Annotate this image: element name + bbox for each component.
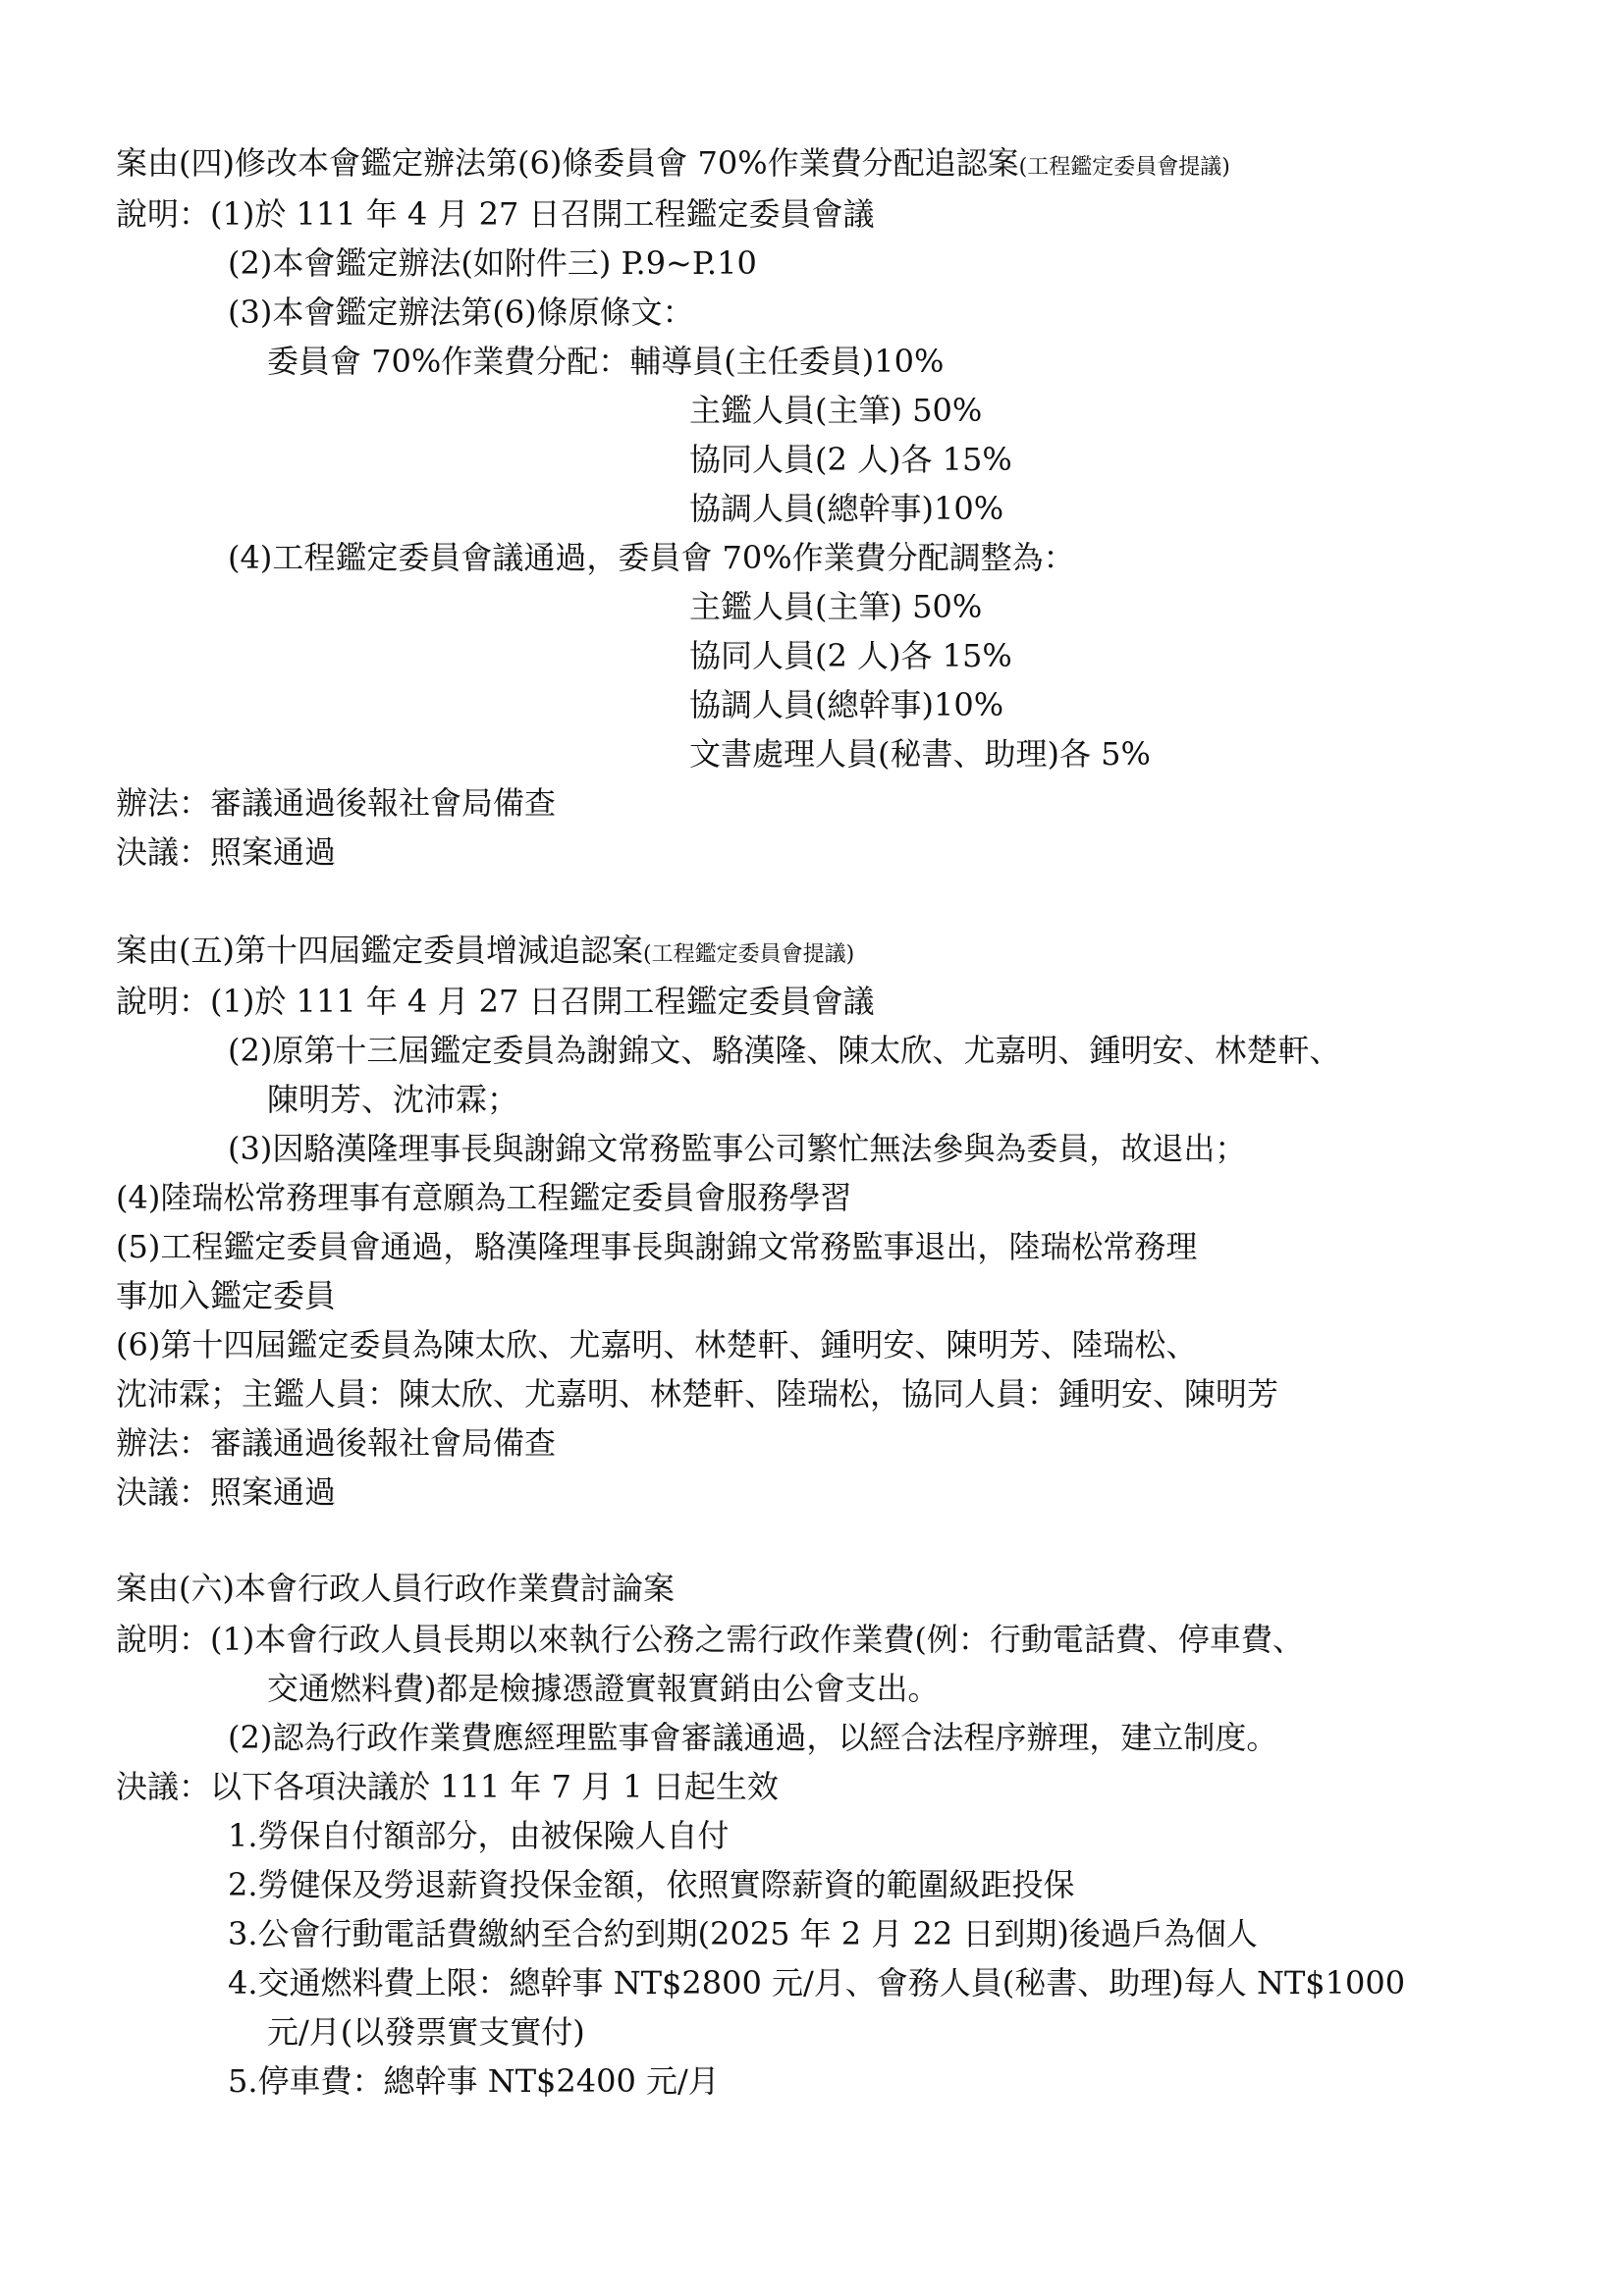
case5-line-8: (6)第十四屆鑑定委員為陳太欣、尤嘉明、林楚軒、鍾明安、陳明芳、陸瑞松、 xyxy=(116,1326,1198,1363)
case4-method: 辦法：審議通過後報社會局備查 xyxy=(116,784,557,822)
case6-item-1: 1.勞保自付額部分，由被保險人自付 xyxy=(228,1817,730,1854)
case5-line-6: (5)工程鑑定委員會通過，駱漢隆理事長與謝錦文常務監事退出，陸瑞松常務理 xyxy=(116,1228,1198,1265)
case5-line-7: 事加入鑑定委員 xyxy=(116,1277,337,1314)
case4-line-2: (2)本會鑑定辦法(如附件三) P.9~P.10 xyxy=(228,244,757,282)
case4-line-8: (4)工程鑑定委員會議通過，委員會 70%作業費分配調整為： xyxy=(228,539,1075,576)
case4-line-6: 協同人員(2 人)各 15% xyxy=(689,441,1012,478)
case6-item-4-cont: 元/月(以發票實支實付) xyxy=(267,2013,585,2051)
case6-title: 案由(六)本會行政人員行政作業費討論案 xyxy=(116,1570,675,1607)
case6-item-4: 4.交通燃料費上限：總幹事 NT$2800 元/月、會務人員(秘書、助理)每人 NT$1000 xyxy=(228,1964,1406,2002)
case4-resolution: 決議：照案通過 xyxy=(116,833,337,871)
case5-method: 辦法：審議通過後報社會局備查 xyxy=(116,1424,557,1462)
case5-proposer: (工程鑑定委員會提議) xyxy=(642,942,855,967)
case5-line-5: (4)陸瑞松常務理事有意願為工程鑑定委員會服務學習 xyxy=(116,1179,852,1216)
case4-line-11: 協調人員(總幹事)10% xyxy=(689,686,1004,723)
case5-line-1: 說明：(1)於 111 年 4 月 27 日召開工程鑑定委員會議 xyxy=(116,983,875,1020)
case6-line-1: 說明：(1)本會行政人員長期以來執行公務之需行政作業費(例：行動電話費、停車費、 xyxy=(116,1621,1304,1658)
case4-line-10: 協同人員(2 人)各 15% xyxy=(689,637,1012,674)
case4-title-line xyxy=(116,143,1230,187)
case6-line-2: 交通燃料費)都是檢據憑證實報實銷由公會支出。 xyxy=(267,1670,940,1707)
case4-proposer: (工程鑑定委員會提議) xyxy=(1018,155,1230,180)
case5-title: 案由(五)第十四屆鑑定委員增減追認案 xyxy=(116,932,643,969)
case5-line-9: 沈沛霖；主鑑人員：陳太欣、尤嘉明、林楚軒、陸瑞松，協同人員：鍾明安、陳明芳 xyxy=(116,1375,1279,1413)
case6-item-5: 5.停車費：總幹事 NT$2400 元/月 xyxy=(228,2062,720,2100)
case5-line-3: 陳明芳、沈沛霖； xyxy=(267,1081,519,1118)
case5-resolution: 決議：照案通過 xyxy=(116,1473,337,1511)
case4-line-7: 協調人員(總幹事)10% xyxy=(689,490,1004,527)
case4-line-4: 委員會 70%作業費分配：輔導員(主任委員)10% xyxy=(267,343,945,380)
case6-line-3: (2)認為行政作業費應經理監事會審議通過，以經合法程序辦理，建立制度。 xyxy=(228,1719,1278,1756)
case5-line-4: (3)因駱漢隆理事長與謝錦文常務監事公司繁忙無法參與為委員，故退出； xyxy=(228,1130,1247,1167)
case4-title: 案由(四)修改本會鑑定辦法第(6)條委員會 70%作業費分配追認案 xyxy=(116,144,1019,182)
case4-line-1: 說明：(1)於 111 年 4 月 27 日召開工程鑑定委員會議 xyxy=(116,195,875,233)
case5-title-line xyxy=(116,931,854,975)
case4-line-5: 主鑑人員(主筆) 50% xyxy=(689,392,983,429)
case6-resolution: 決議：以下各項決議於 111 年 7 月 1 日起生效 xyxy=(116,1768,779,1805)
case4-line-12: 文書處理人員(秘書、助理)各 5% xyxy=(689,735,1151,773)
case6-item-3: 3.公會行動電話費繳納至合約到期(2025 年 2 月 22 日到期)後過戶為個人 xyxy=(228,1915,1258,1952)
case6-item-2: 2.勞健保及勞退薪資投保金額，依照實際薪資的範圍級距投保 xyxy=(228,1866,1075,1903)
case5-line-2: (2)原第十三屆鑑定委員為謝錦文、駱漢隆、陳太欣、尤嘉明、鍾明安、林楚軒、 xyxy=(228,1032,1341,1069)
case4-line-3: (3)本會鑑定辦法第(6)條原條文： xyxy=(228,294,694,331)
case4-line-9: 主鑑人員(主筆) 50% xyxy=(689,588,983,625)
